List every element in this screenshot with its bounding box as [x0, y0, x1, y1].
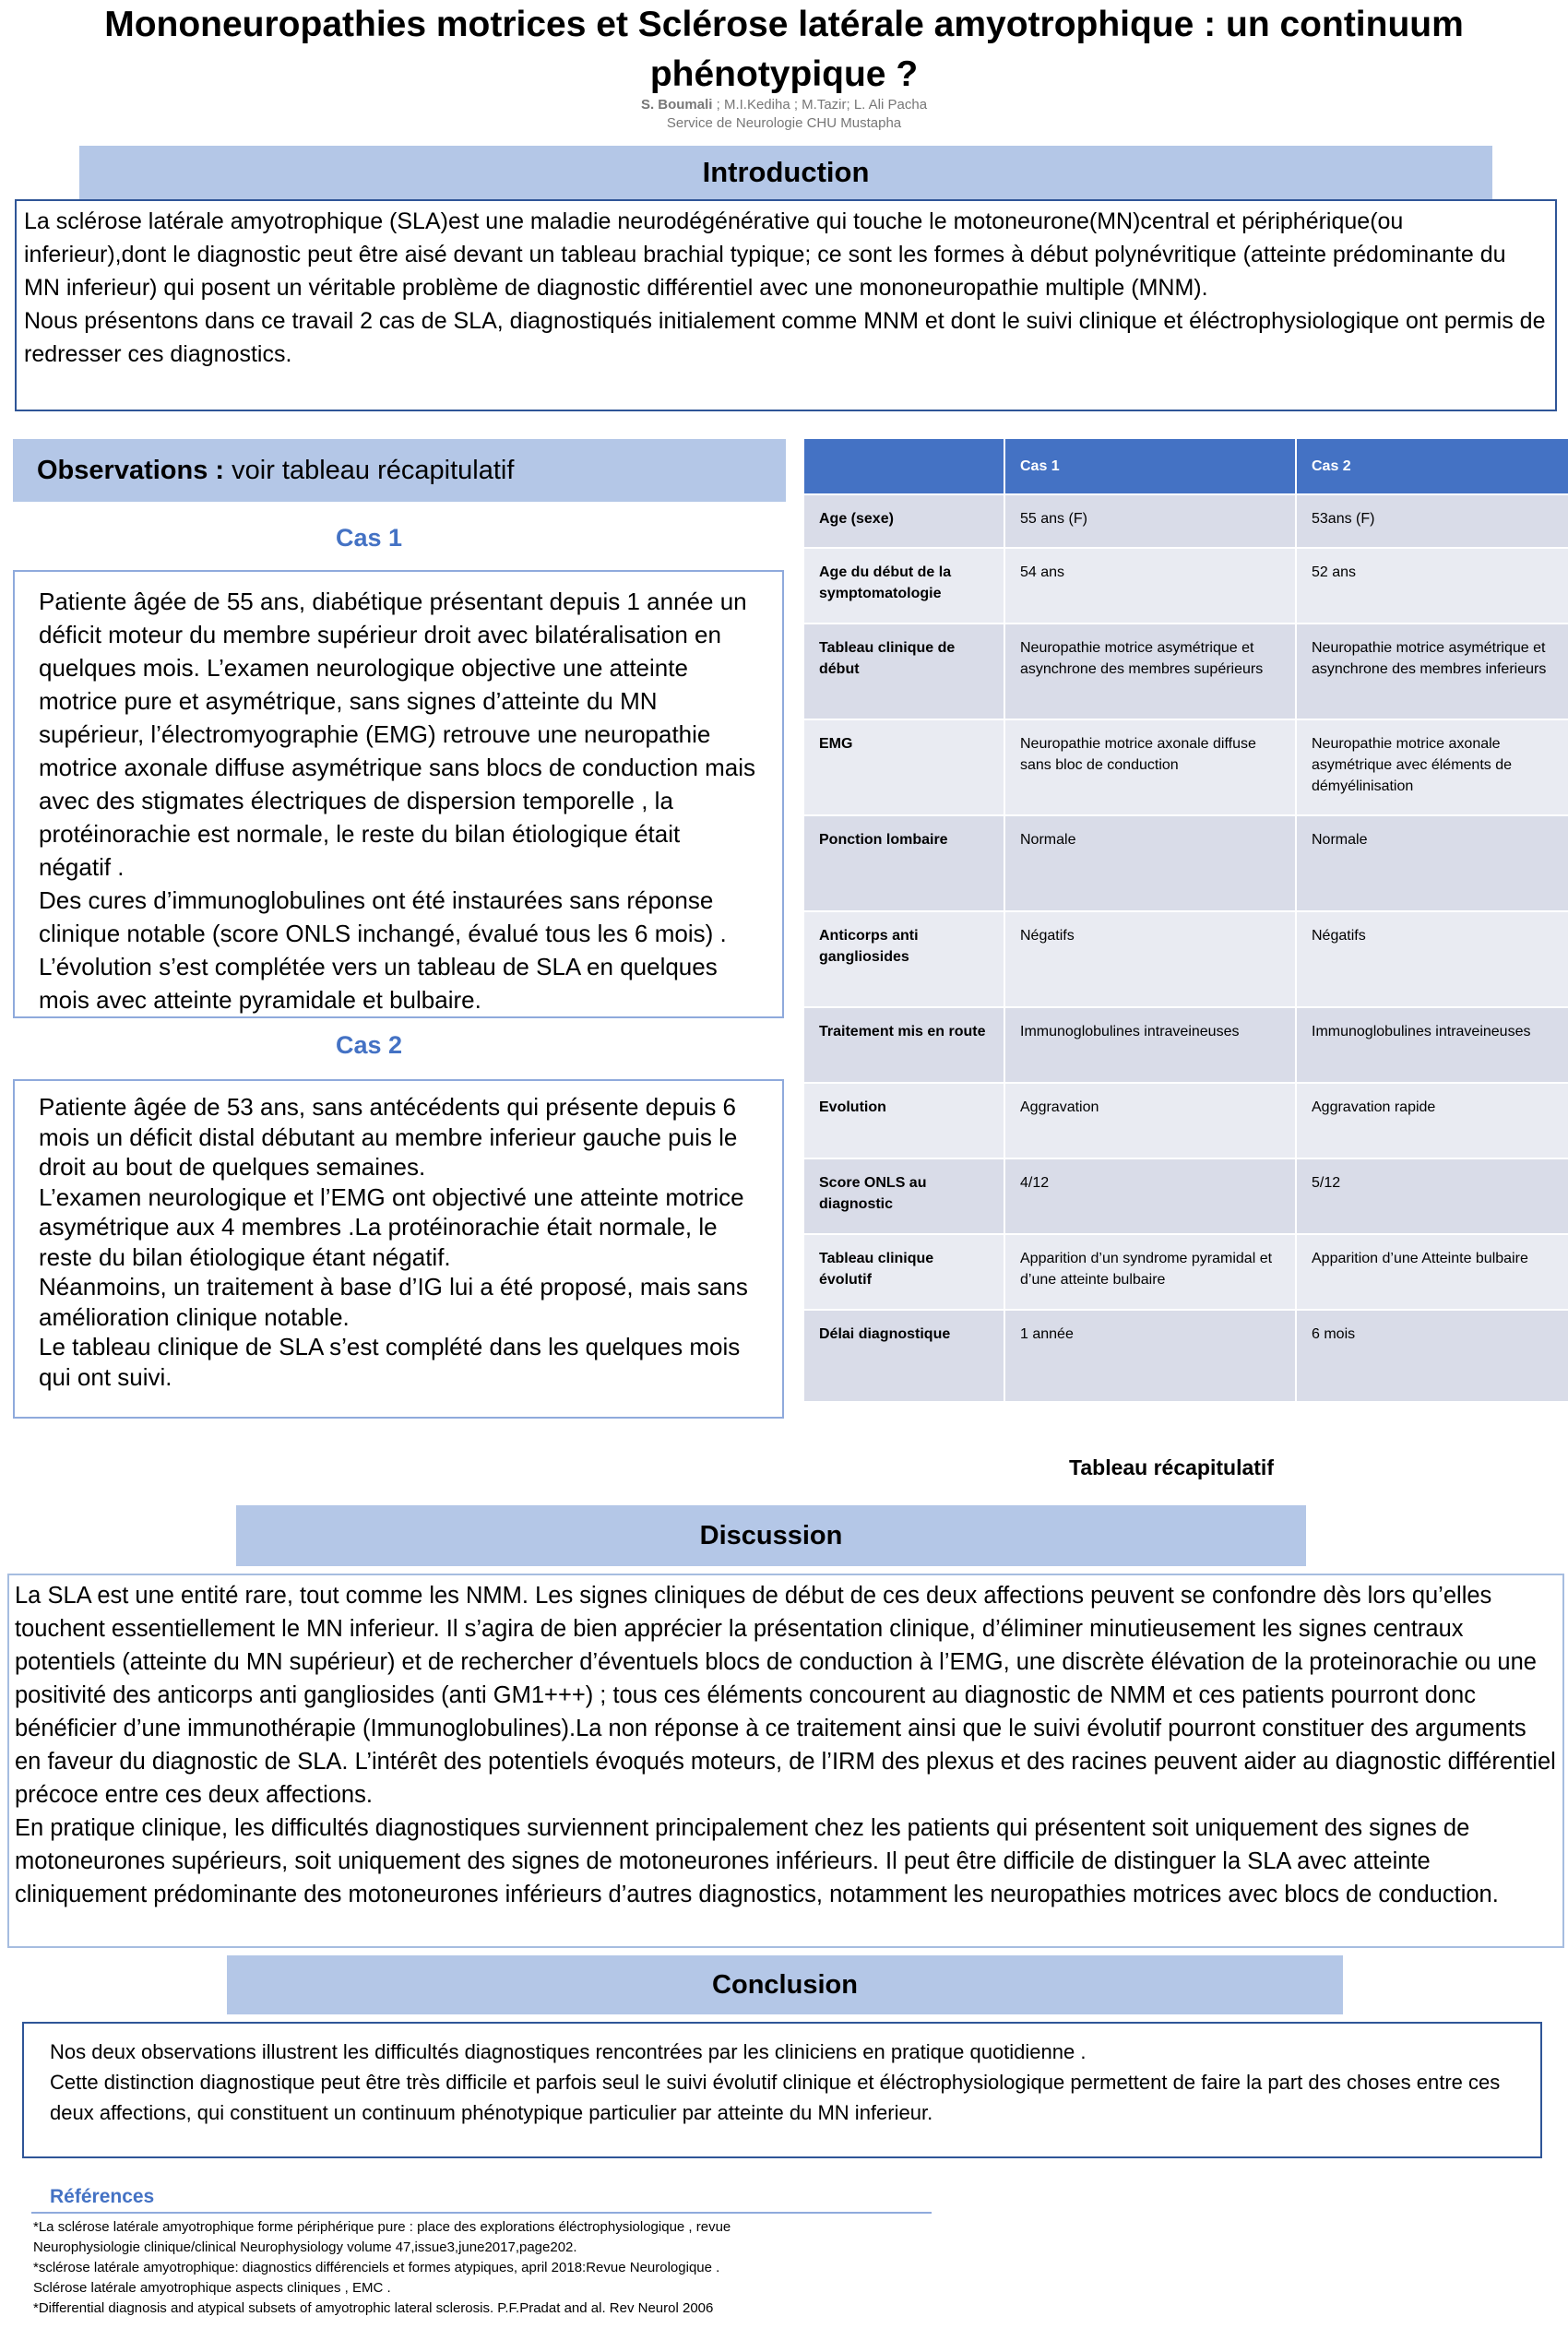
reference-item: Sclérose latérale amyotrophique aspects cliniques , EMC . [33, 2280, 391, 2296]
discussion-paragraph: En pratique clinique, les difficultés diagnostiques surviennent principalement chez les patients qui présentent soit uniquement des signes de motoneurones supérieurs, soit uniquement des signes de motoneurones inférieurs. Il peut être difficile de distinguer la SLA avec atteinte cliniquement prédominante des motoneurones inférieurs d’autres diagnostics, notamment les neuropathies motrices avec blocs de conduction. [15, 1815, 1499, 1907]
conclusion-heading: Conclusion [227, 1955, 1343, 2014]
observations-heading-bold: Observations : [37, 456, 225, 485]
cas2-paragraph: Néanmoins, un traitement à base d’IG lui a été proposé, mais sans amélioration clinique notable. [39, 1273, 748, 1331]
reference-item: *sclérose latérale amyotrophique: diagnostics différenciels et formes atypiques, april 2018:Revue Neurologique . [33, 2260, 720, 2275]
co-authors: ; M.I.Kediha ; M.Tazir; L. Ali Pacha [712, 97, 928, 113]
discussion-box [7, 1574, 1564, 1948]
table-row [804, 1233, 1568, 1309]
references-list [33, 2217, 956, 2319]
table-cell: Apparition d’un syndrome pyramidal et d’une atteinte bulbaire [1005, 1233, 1297, 1309]
reference-item: Neurophysiologie clinique/clinical Neurophysiology volume 47,issue3,june2017,page202. [33, 2239, 577, 2255]
table-cell: 4/12 [1005, 1158, 1297, 1233]
table-cell: Normale [1005, 814, 1297, 910]
table-cell: Neuropathie motrice axonale asymétrique avec éléments de démyélinisation [1297, 719, 1568, 814]
table-row-label: Evolution [804, 1082, 1005, 1158]
discussion-paragraph: La SLA est une entité rare, tout comme les NMM. Les signes cliniques de début de ces deux affections peuvent se confondre dès lors qu’elles touchent essentiellement le MN inferieur. Il s’agira de bien apprécier la présentation clinique, d’éliminer minutieusement les signes centraux potentiels (atteinte du MN supérieur) et de rechercher d’éventuels blocs de conduction à l’EMG, une discrète élévation de la proteinorachie ou une positivité des anticorps anti gangliosides (anti GM1+++) ; tous ces éléments concourent au diagnostic de NMM et ces patients pourront donc bénéficier d’une immunothérapie (Immunoglobulines).La non réponse à ce traitement ainsi que le suivi évolutif pourront constituer des arguments en faveur du diagnostic de SLA. L’intérêt des potentiels évoqués moteurs, de l’IRM des plexus et des racines peuvent aider au diagnostic différentiel précoce entre ces deux affections. [15, 1583, 1556, 1808]
introduction-box [15, 199, 1557, 411]
table-cell: Négatifs [1297, 910, 1568, 1006]
table-row [804, 1309, 1568, 1401]
table-row-label: Ponction lombaire [804, 814, 1005, 910]
table-cell: Négatifs [1005, 910, 1297, 1006]
table-row-label: Tableau clinique évolutif [804, 1233, 1005, 1309]
table-row-label: Anticorps anti gangliosides [804, 910, 1005, 1006]
affiliation: Service de Neurologie CHU Mustapha [666, 115, 902, 131]
table-header-row [804, 439, 1568, 493]
table-row [804, 1082, 1568, 1158]
table-cell: Immunoglobulines intraveineuses [1005, 1006, 1297, 1082]
table-cell: 54 ans [1005, 547, 1297, 623]
author-list [0, 96, 1568, 114]
table-cell: 55 ans (F) [1005, 493, 1297, 547]
table-row [804, 1158, 1568, 1233]
reference-item: *Differential diagnosis and atypical subsets of amyotrophic lateral sclerosis. P.F.Pradat and al. Rev Neurol 2006 [33, 2300, 714, 2316]
table-row-label: Délai diagnostique [804, 1309, 1005, 1401]
reference-item: *La sclérose latérale amyotrophique forme périphérique pure : place des explorations éléctrophysiologique , revue [33, 2219, 731, 2235]
introduction-paragraph: Nous présentons dans ce travail 2 cas de SLA, diagnostiqués initialement comme MNM et dont le suivi clinique et éléctrophysiologique ont permis de redresser ces diagnostics. [24, 308, 1546, 367]
discussion-heading: Discussion [236, 1505, 1306, 1566]
first-author: S. Boumali [640, 97, 713, 113]
conclusion-paragraph: Cette distinction diagnostique peut être très difficile et parfois seul le suivi évolutif clinique et éléctrophysiologique permettent de faire la part des choses entre ces deux affections, qui constituent un continuum phénotypique particulier par atteinte du MN inferieur. [50, 2071, 1501, 2124]
table-row-label: Tableau clinique de début [804, 623, 1005, 719]
introduction-heading: Introduction [79, 146, 1492, 199]
cas2-paragraph: Le tableau clinique de SLA s’est complété dans les quelques mois qui ont suivi. [39, 1333, 741, 1391]
table-row-label: EMG [804, 719, 1005, 814]
table-row-label: Traitement mis en route [804, 1006, 1005, 1082]
cas2-paragraph: Patiente âgée de 53 ans, sans antécédents qui présente depuis 6 mois un déficit distal débutant au membre inferieur gauche puis le droit au bout de quelques semaines. [39, 1093, 738, 1181]
table-cell: 1 année [1005, 1309, 1297, 1401]
table-row [804, 910, 1568, 1006]
table-cell: 5/12 [1297, 1158, 1568, 1233]
table-cell: Immunoglobulines intraveineuses [1297, 1006, 1568, 1082]
cas2-paragraph: L’examen neurologique et l’EMG ont objectivé une atteinte motrice asymétrique aux 4 membres .La protéinorachie était normale, le reste du bilan étiologique étant négatif. [39, 1182, 744, 1271]
table-row-label: Age du début de la symptomatologie [804, 547, 1005, 623]
table-cell: Neuropathie motrice asymétrique et asynchrone des membres inferieurs [1297, 623, 1568, 719]
table-row-label: Age (sexe) [804, 493, 1005, 547]
table-header-cell: Cas 1 [1005, 439, 1297, 493]
table-row [804, 623, 1568, 719]
conclusion-box [22, 2022, 1542, 2158]
table-cell: Aggravation [1005, 1082, 1297, 1158]
cas1-paragraph: Des cures d’immunoglobulines ont été instaurées sans réponse clinique notable (score ONLS inchangé, évalué tous les 6 mois) . [39, 886, 727, 947]
table-row [804, 547, 1568, 623]
introduction-paragraph: La sclérose latérale amyotrophique (SLA)est une maladie neurodégénérative qui touche le motoneurone(MN)central et périphérique(ou inferieur),dont le diagnostic peut être aisé devant un tableau brachial typique; ce sont les formes à début polynévritique (atteinte prédominante du MN inferieur) qui posent un véritable problème de diagnostic différentiel avec une mononeuropathie multiple (MNM). [24, 208, 1506, 301]
table-row-label: Score ONLS au diagnostic [804, 1158, 1005, 1233]
table-row [804, 814, 1568, 910]
table-row [804, 719, 1568, 814]
cas2-box [13, 1079, 784, 1419]
table-cell: 6 mois [1297, 1309, 1568, 1401]
table-caption: Tableau récapitulatif [1069, 1455, 1274, 1479]
table-cell: 53ans (F) [1297, 493, 1568, 547]
cas1-label: Cas 1 [335, 524, 403, 552]
authors-block [0, 96, 1568, 133]
cas1-box [13, 570, 784, 1018]
table-row [804, 493, 1568, 547]
cas2-label: Cas 2 [335, 1031, 403, 1059]
table-cell: Aggravation rapide [1297, 1082, 1568, 1158]
observations-heading [13, 439, 786, 502]
table-header-cell: Cas 2 [1297, 439, 1568, 493]
table-cell: 52 ans [1297, 547, 1568, 623]
table-cell: Neuropathie motrice axonale diffuse sans bloc de conduction [1005, 719, 1297, 814]
references-heading: Références [50, 2186, 155, 2207]
conclusion-paragraph: Nos deux observations illustrent les difficultés diagnostiques rencontrées par les cliniciens en pratique quotidienne . [50, 2040, 1087, 2063]
observations-heading-link: voir tableau récapitulatif [224, 456, 515, 485]
table-cell: Neuropathie motrice asymétrique et asynchrone des membres supérieurs [1005, 623, 1297, 719]
poster-title: Mononeuropathies motrices et Sclérose latérale amyotrophique : un continuum phénotypique ? [104, 5, 1464, 94]
table-header-cell [804, 439, 1005, 493]
references-divider [31, 2212, 932, 2214]
cas1-paragraph: Patiente âgée de 55 ans, diabétique présentant depuis 1 année un déficit moteur du membre supérieur droit avec bilatéralisation en quelques mois. L’examen neurologique objective une atteinte motrice pure et asymétrique, sans signes d’atteinte du MN supérieur, l’électromyographie (EMG) retrouve une neuropathie motrice axonale diffuse asymétrique sans blocs de conduction mais avec des stigmates électriques de dispersion temporelle , la protéinorachie est normale, le reste du bilan étiologique était négatif . [39, 588, 756, 881]
cas1-paragraph: L’évolution s’est complétée vers un tableau de SLA en quelques mois avec atteinte pyramidale et bulbaire. [39, 953, 718, 1014]
table-cell: Normale [1297, 814, 1568, 910]
table-cell: Apparition d’une Atteinte bulbaire [1297, 1233, 1568, 1309]
table-row [804, 1006, 1568, 1082]
summary-table [804, 439, 1568, 1401]
